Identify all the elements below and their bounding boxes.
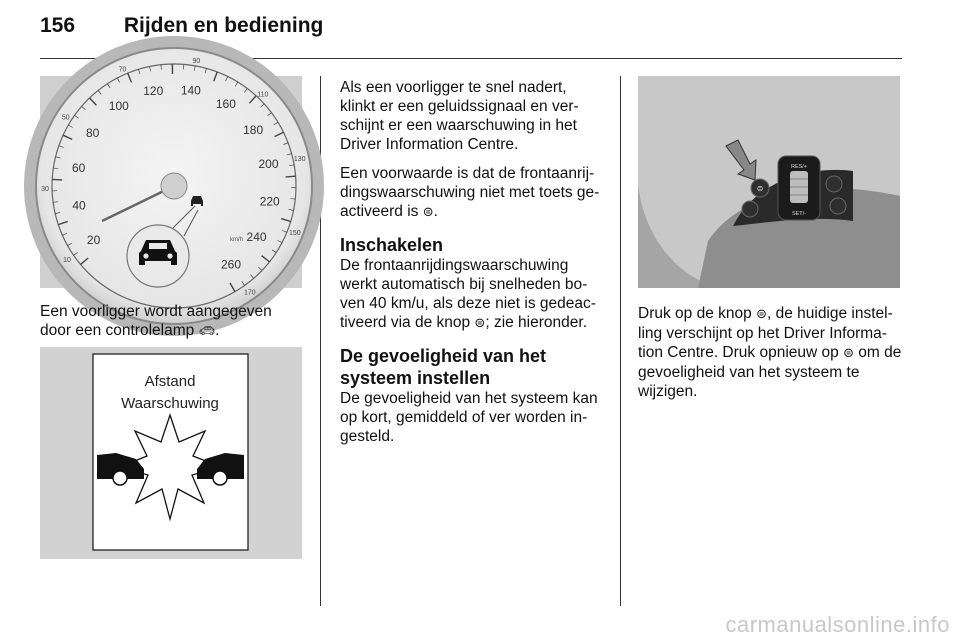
mph-scale-label: 90 — [192, 57, 201, 65]
mph-scale-label: 30 — [41, 186, 49, 194]
speedometer-tick — [52, 179, 62, 180]
page-header — [40, 14, 323, 38]
warning-line-2: Waarschuwing — [121, 395, 219, 412]
kmh-scale-label: 100 — [108, 99, 129, 114]
speedometer-tick — [286, 176, 296, 177]
kmh-scale-label: 140 — [180, 83, 201, 98]
watermark: carmanualsonline.info — [725, 612, 950, 637]
column-2 — [340, 78, 606, 456]
kmh-scale-label: 200 — [258, 157, 279, 172]
speedometer-caption: Een voorligger wordt aangegeven door een controlelamp 🚗︎. — [40, 303, 272, 339]
paragraph-condition: Een voorwaarde is dat de frontaanrij-dingswaarschuwing niet met toets ge-activeerd is ⊜. — [340, 165, 600, 220]
warning-display-figure — [40, 347, 302, 559]
kmh-scale-label: 60 — [71, 161, 86, 176]
speed-unit: km/h — [230, 237, 244, 243]
cruise-on-button[interactable] — [830, 198, 846, 214]
kmh-scale-label: 180 — [243, 122, 264, 137]
distance-button-icon: ⊜ — [843, 346, 854, 361]
mph-scale-label: 110 — [257, 91, 269, 99]
page-number: 156 — [40, 14, 76, 37]
steering-wheel-figure — [638, 76, 900, 288]
cruise-off-button[interactable] — [826, 176, 842, 192]
kmh-scale-label: 40 — [72, 198, 86, 213]
mph-scale-label: 70 — [118, 66, 127, 74]
mph-scale-label: 150 — [288, 230, 301, 238]
paragraph-sensitivity: De gevoeligheid van het systeem kan op kort, gemiddeld of ver worden in-gesteld. — [340, 390, 598, 445]
kmh-scale-label: 260 — [220, 257, 242, 272]
distance-button-icon: ⊜ — [474, 316, 486, 331]
mph-scale-label: 170 — [243, 289, 256, 297]
speed-limiter-button[interactable] — [742, 201, 758, 217]
distance-symbol-icon: ⊜ — [756, 184, 764, 193]
warning-line-1: Afstand — [144, 373, 196, 390]
paragraph-warning: Als een voorligger te snel nadert, klinkt er een geluidssignaal en ver-schijnt er een waarschuwing in het Driver Information Centre. — [340, 79, 579, 153]
kmh-scale-label: 220 — [259, 194, 280, 209]
distance-button-icon: ⊜ — [422, 205, 434, 220]
res-label: RES/+ — [790, 164, 808, 170]
speedometer-figure — [40, 57, 306, 297]
column-divider-2 — [620, 76, 621, 606]
mph-scale-label: 50 — [61, 114, 70, 122]
kmh-scale-label: 80 — [85, 126, 100, 141]
paragraph-enable: De frontaanrijdingswaarschuwing werkt automatisch bij snelheden bo-ven 40 km/u, als deze niet is gedeac-tiveerd via de knop ⊜; zie hieronder. — [340, 257, 596, 331]
mph-scale-label: 130 — [293, 155, 306, 163]
set-label: SET/- — [791, 211, 807, 217]
kmh-scale-label: 120 — [143, 84, 164, 99]
kmh-scale-label: 20 — [86, 233, 101, 248]
car-warning-icon: 🚗︎ — [198, 324, 216, 339]
heading-sensitivity: De gevoeligheid van het systeem instellen — [340, 346, 547, 388]
mph-scale-label: 10 — [63, 257, 71, 265]
kmh-scale-label: 240 — [246, 229, 267, 244]
heading-enable: Inschakelen — [340, 235, 444, 255]
distance-button-icon: ⊜ — [756, 307, 767, 322]
page-title: Rijden en bediening — [123, 14, 324, 37]
column-3: Druk op de knop ⊜, de huidige instel-ling verschijnt op het Driver Informa-tion Centre. Druk opnieuw op ⊜ om de gevoeligheid van het systeem te wijzigen. — [638, 305, 902, 400]
kmh-scale-label: 160 — [215, 97, 236, 112]
